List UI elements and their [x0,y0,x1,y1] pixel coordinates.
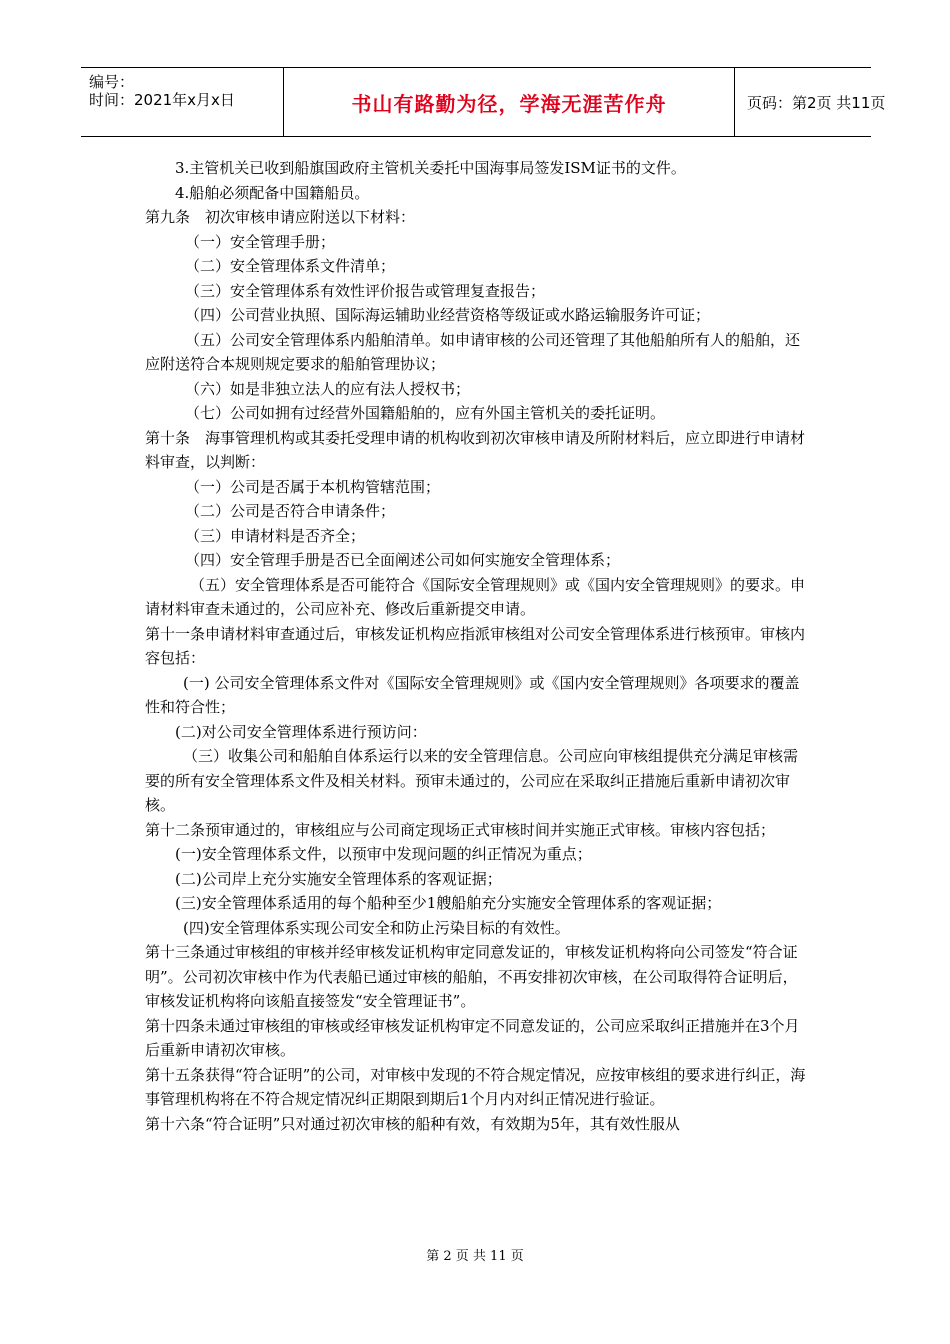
list-item: (三)安全管理体系适用的每个船种至少1艘船舶充分实施安全管理体系的客观证据； [175,894,722,912]
paragraph: 4.船舶必须配备中国籍船员。 [175,183,370,202]
list-item: （五）安全管理体系是否可能符合《国际安全管理规则》或《国内安全管理规则》的要求。申请材料审查未通过的，公司应补充、修改后重新提交申请。 [145,575,806,618]
page-footer: 第 2 页 共 11 页 [426,1249,524,1264]
header-motto: 书山有路勤为径，学海无涯苦作舟 [351,91,667,116]
article-paragraph: 第十四条未通过审核组的审核或经审核发证机构审定不同意发证的，公司应采取纠正措施并在3个月后重新申请初次审核。 [145,1016,800,1059]
list-item: （三）安全管理体系有效性评价报告或管理复查报告； [185,281,546,300]
article-paragraph: 第十一条申请材料审查通过后，审核发证机构应指派审核组对公司安全管理体系进行核预审。审核内容包括： [145,624,806,667]
list-item: (一)安全管理体系文件，以预审中发现问题的纠正情况为重点； [175,845,592,863]
paragraph: 3.主管机关已收到船旗国政府主管机关委托中国海事局签发ISM证书的文件。 [175,159,686,177]
list-item: （六）如是非独立法人的应有法人授权书； [185,379,471,398]
list-item: (二)公司岸上充分实施安全管理体系的客观证据； [175,869,502,888]
list-item: (二)对公司安全管理体系进行预访问： [175,722,427,741]
header-page-info: 页码：第2页 共11页 [747,93,886,112]
list-item: (四)安全管理体系实现公司安全和防止污染目标的有效性。 [183,918,570,937]
list-item: （二）公司是否符合申请条件； [185,502,396,520]
list-item: （二）安全管理体系文件清单； [185,257,396,275]
header-meta [81,68,283,136]
article-paragraph: 第十五条获得“符合证明”的公司，对审核中发现的不符合规定情况，应按审核组的要求进行纠正，海事管理机构将在不符合规定情况纠正期限到期后1个月内对纠正情况进行验证。 [145,1065,806,1108]
list-item: （三）收集公司和船舶自体系运行以来的安全管理信息。公司应向审核组提供充分满足审核需要的所有安全管理体系文件及相关材料。预审未通过的，公司应在采取纠正措施后重新申请初次审核。 [145,747,799,814]
list-item: （三）申请材料是否齐全； [185,526,366,545]
list-item: （一）安全管理手册； [185,232,336,251]
list-item: （四）公司营业执照、国际海运辅助业经营资格等级证或水路运输服务许可证； [185,306,711,324]
list-item: （四）安全管理手册是否已全面阐述公司如何实施安全管理体系； [185,551,621,569]
header-page-cell [735,68,886,136]
document-body [145,156,810,1136]
list-item: （七）公司如拥有过经营外国籍船舶的，应有外国主管机关的委托证明。 [185,404,666,422]
list-item: （五）公司安全管理体系内船舶清单。如申请审核的公司还管理了其他船舶所有人的船舶，还应附送符合本规则规定要求的船舶管理协议； [145,330,801,373]
header-motto-cell [283,68,735,136]
list-item: （一）公司是否属于本机构管辖范围； [185,477,441,496]
article-paragraph: 第十二条预审通过的，审核组应与公司商定现场正式审核时间并实施正式审核。审核内容包括； [145,820,776,839]
document-number-label: 编号： [89,73,135,91]
article-paragraph: 第十三条通过审核组的审核并经审核发证机构审定同意发证的，审核发证机构将向公司签发“符合证明”。公司初次审核中作为代表船已通过审核的船舶，不再安排初次审核，在公司取得符合证明后，审核发证机构将向该船直接签发“安全管理证书”。 [145,943,798,1010]
page-header [81,67,886,137]
article-paragraph: 第十六条“符合证明”只对通过初次审核的船种有效，有效期为5年，其有效性服从 [145,1114,680,1133]
article-paragraph: 第十条 海事管理机构或其委托受理申请的机构收到初次审核申请及所附材料后，应立即进行申请材料审查，以判断： [145,428,806,471]
list-item: (一) 公司安全管理体系文件对《国际安全管理规则》或《国内安全管理规则》各项要求的覆盖性和符合性； [145,673,800,716]
document-date: 时间：2021年x月x日 [89,91,235,109]
article-heading: 第九条 初次审核申请应附送以下材料： [145,208,416,226]
